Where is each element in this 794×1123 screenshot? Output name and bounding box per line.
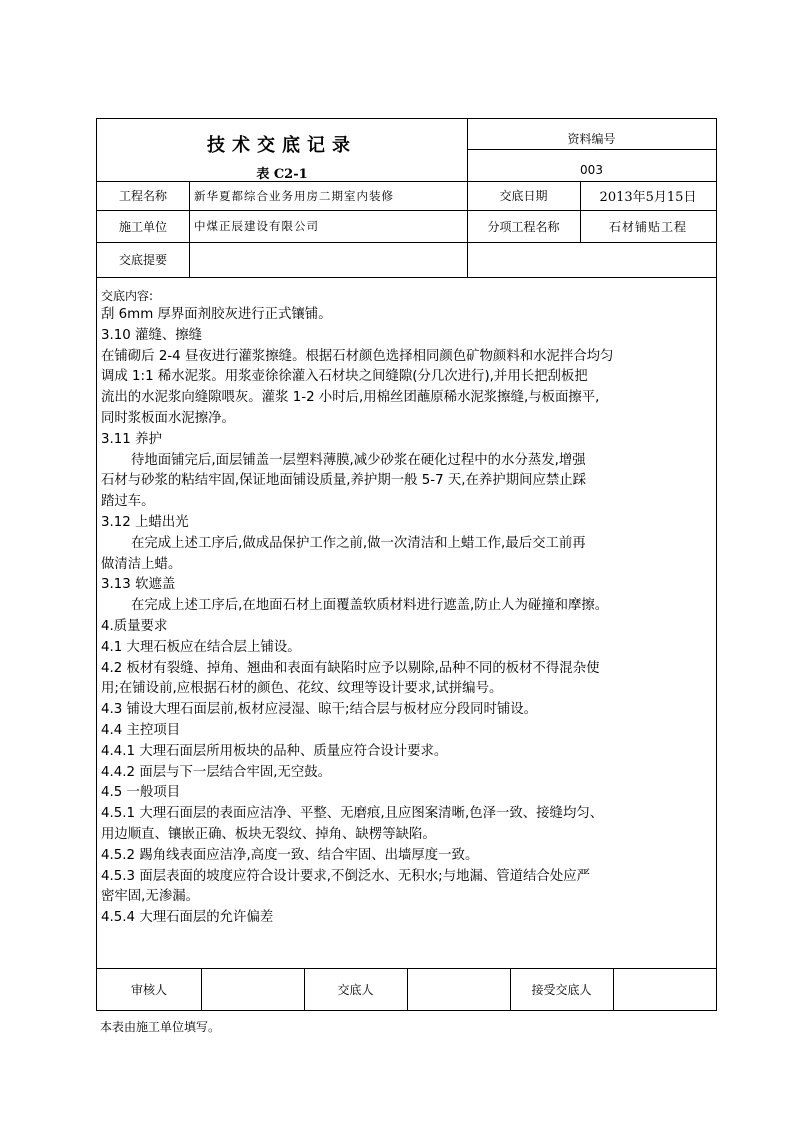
content-line: 流出的水泥浆向缝隙喂灰。灌浆 1-2 小时后,用棉丝团蘸原稀水泥浆擦缝,与板面擦平, xyxy=(101,390,600,406)
content-line: 3.13 软遮盖 xyxy=(101,577,176,593)
content-line: 用边顺直、镶嵌正确、板块无裂纹、掉角、缺楞等缺陷。 xyxy=(101,826,436,842)
content-line: 3.10 灌缝、擦缝 xyxy=(101,327,203,343)
content-line: 4.5 一般项目 xyxy=(101,785,181,801)
content-line: 3.12 上蜡出光 xyxy=(101,514,189,530)
content-line: 4.2 板材有裂缝、掉角、翘曲和表面有缺陷时应予以剔除,品种不同的板材不得混杂使 xyxy=(101,660,600,676)
contractor-value: 中煤正辰建设有限公司 xyxy=(194,219,319,233)
technical-briefing-form xyxy=(96,118,717,1011)
presenter-label: 交底人 xyxy=(337,982,374,997)
reviewer-value xyxy=(202,968,304,1010)
receiver-value xyxy=(614,968,716,1010)
content-line: 4.4.2 面层与下一层结合牢固,无空鼓。 xyxy=(101,764,332,780)
presenter-value xyxy=(408,968,510,1010)
content-line: 在完成上述工序后,在地面石材上面覆盖软质材料进行遮盖,防止人为碰撞和摩擦。 xyxy=(131,598,609,614)
content-line: 4.3 铺设大理石面层前,板材应浸湿、晾干;结合层与板材应分段同时铺设。 xyxy=(101,702,538,718)
content-line: 4.质量要求 xyxy=(101,618,168,634)
content-line: 4.5.3 面层表面的坡度应符合设计要求,不倒泛水、无积水;与地漏、管道结合处应严 xyxy=(101,868,590,884)
content-line: 4.4 主控项目 xyxy=(101,722,181,738)
content-line: 调成 1:1 稀水泥浆。用浆壶徐徐灌入石材块之间缝隙(分几次进行),并用长把刮板把 xyxy=(101,369,588,385)
contractor-label: 施工单位 xyxy=(118,219,167,234)
content-line: 4.5.1 大理石面层的表面应洁净、平整、无磨痕,且应图案清晰,色泽一致、接缝均匀、 xyxy=(101,806,604,822)
content-line: 待地面铺完后,面层铺盖一层塑料薄膜,减少砂浆在硬化过程中的水分蒸发,增强 xyxy=(131,452,586,468)
summary-label: 交底提要 xyxy=(118,253,167,267)
content-line: 4.5.2 踢角线表面应洁净,高度一致、结合牢固、出墙厚度一致。 xyxy=(101,847,479,863)
content-line: 3.11 养护 xyxy=(101,431,162,447)
footnote: 本表由施工单位填写。 xyxy=(100,1020,221,1034)
content-line: 密牢固,无渗漏。 xyxy=(101,889,199,905)
content-line: 刮 6mm 厚界面剂胶灰进行正式镶铺。 xyxy=(101,307,332,322)
subproject-label: 分项工程名称 xyxy=(487,219,560,234)
project-name-label: 工程名称 xyxy=(118,189,167,203)
form-title: 技术交底记录 xyxy=(207,135,357,156)
reviewer-label: 审核人 xyxy=(130,982,167,997)
content-line: 用;在铺设前,应根据石材的颜色、花纹、纹理等设计要求,试拼编号。 xyxy=(101,681,503,697)
content-line: 做清洁上蜡。 xyxy=(101,556,182,572)
content-line: 在铺砌后 2-4 昼夜进行灌浆擦缝。根据石材颜色选择相同颜色矿物颜料和水泥拌合均匀 xyxy=(101,348,614,364)
project-name-value: 新华夏都综合业务用房二期室内装修 xyxy=(194,188,394,203)
content-line: 4.5.4 大理石面层的允许偏差 xyxy=(101,910,274,926)
summary-value xyxy=(190,242,714,277)
subproject-value: 石材铺贴工程 xyxy=(608,219,687,234)
briefing-content xyxy=(101,287,713,929)
content-line: 4.4.1 大理石面层所用板块的品种、质量应符合设计要求。 xyxy=(101,743,448,759)
form-number: 表 C2-1 xyxy=(256,167,308,182)
content-line: 4.1 大理石板应在结合层上铺设。 xyxy=(101,639,301,655)
receiver-label: 接受交底人 xyxy=(531,982,592,997)
date-value: 2013年5月15日 xyxy=(599,190,697,205)
doc-no-label: 资料编号 xyxy=(567,131,616,146)
content-line: 踏过车。 xyxy=(101,494,155,510)
doc-no-value: 003 xyxy=(580,162,603,177)
row-divider xyxy=(97,277,716,278)
content-line: 石材与砂浆的粘结牢固,保证地面铺设质量,养护期一般 5-7 天,在养护期间应禁止踩 xyxy=(101,473,587,489)
date-label: 交底日期 xyxy=(499,189,548,203)
content-line: 在完成上述工序后,做成品保护工作之前,做一次清洁和上蜡工作,最后交工前再 xyxy=(131,535,586,551)
content-label: 交底内容: xyxy=(101,289,154,303)
content-line: 同时浆板面水泥擦净。 xyxy=(101,410,235,426)
